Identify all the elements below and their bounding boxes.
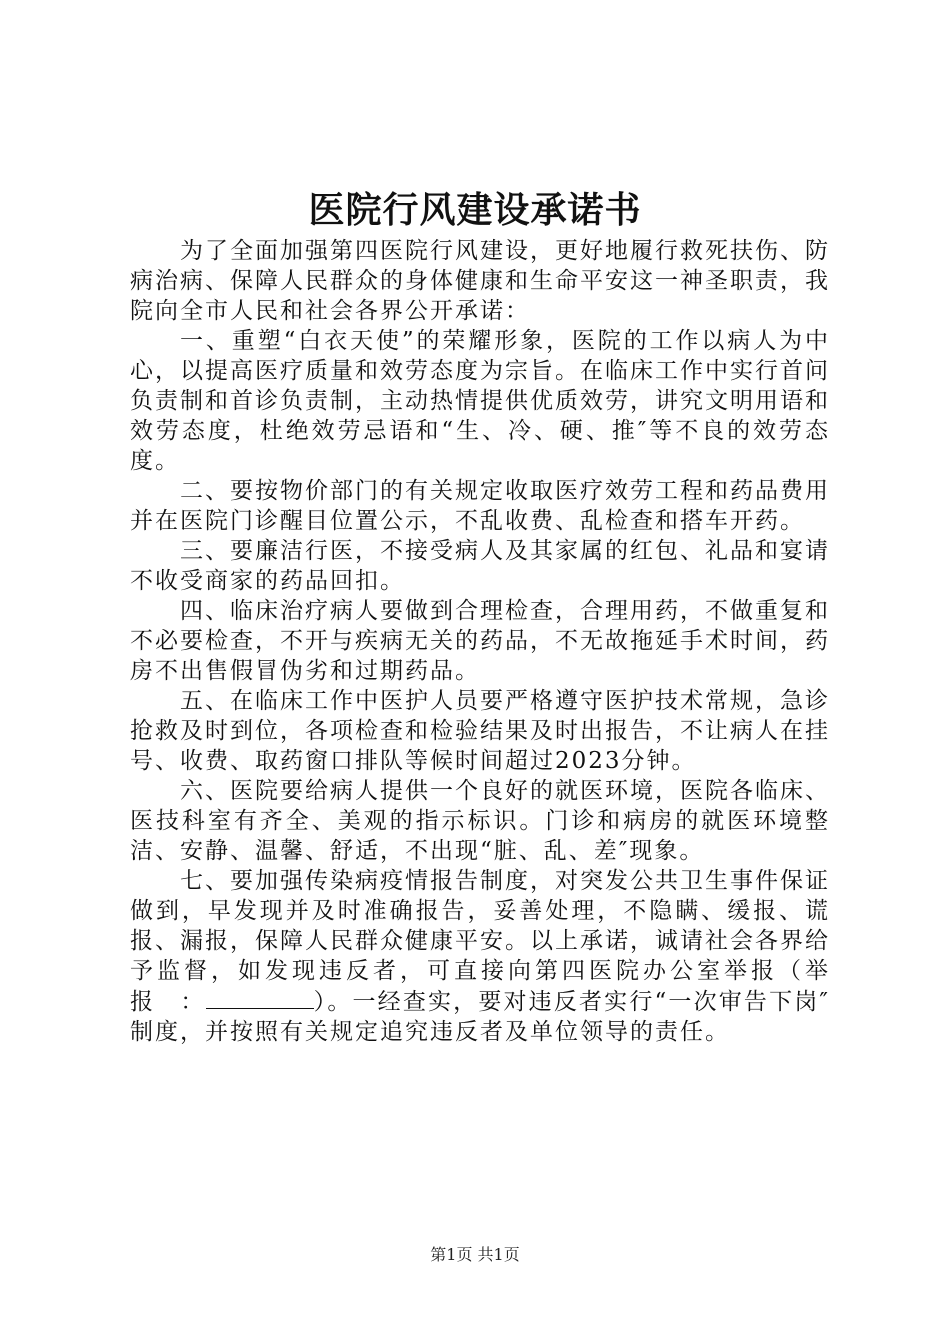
commitment-paragraph-1: 一、重塑“白衣天使”的荣耀形象，医院的工作以病人为中心，以提高医疗质量和效劳态度为宗旨。在临床工作中实行首问负责制和首诊负责制，主动热情提供优质效劳，讲究文明用语和效劳态度，杜绝效劳忌语和“生、冷、硬、推″等不良的效劳态度。 (130, 328, 830, 474)
commitment-paragraph-7 (130, 866, 830, 1047)
commitment-paragraph-5: 五、在临床工作中医护人员要严格遵守医护技术常规，急诊抢救及时到位，各项检查和检验结果及时出报告，不让病人在挂号、收费、取药窗口排队等候时间超过2023分钟。 (130, 688, 830, 774)
commitment-paragraph-2: 二、要按物价部门的有关规定收取医疗效劳工程和药品费用并在医院门诊醒目位置公示，不乱收费、乱检查和搭车开药。 (130, 478, 830, 534)
report-phone-blank (206, 986, 314, 1009)
page-footer: 第1页 共1页 (430, 1245, 520, 1264)
page-title: 医院行风建设承诺书 (308, 189, 642, 231)
commitment-paragraph-4: 四、临床治疗病人要做到合理检查，合理用药，不做重复和不必要检查，不开与疾病无关的药品，不无故拖延手术时间，药房不出售假冒伪劣和过期药品。 (130, 598, 830, 684)
intro-paragraph: 为了全面加强第四医院行风建设，更好地履行救死扶伤、防病治病、保障人民群众的身体健康和生命平安这一神圣职责，我院向全市人民和社会各界公开承诺： (130, 238, 830, 324)
commitment-paragraph-6: 六、医院要给病人提供一个良好的就医环境，医院各临床、医技科室有齐全、美观的指示标识。门诊和病房的就医环境整洁、安静、温馨、舒适，不出现“脏、乱、差″现象。 (130, 778, 830, 864)
paragraph-7-text-after: ）。一经查实，要对违反者实行“一次审告下岗″制度，并按照有关规定追究违反者及单位领导的责任。 (130, 989, 830, 1045)
paragraph-7-text-before: 七、要加强传染病疫情报告制度，对突发公共卫生事件保证做到，早发现并及时准确报告，妥善处理，不隐瞒、缓报、谎报、漏报，保障人民群众健康平安。以上承诺，诚请社会各界给予监督，如发现违反者，可直接向第四医院办公室举报（举报 ： (130, 868, 830, 1015)
document-body (130, 236, 830, 1047)
commitment-paragraph-3: 三、要廉洁行医，不接受病人及其家属的红包、礼品和宴请不收受商家的药品回扣。 (130, 538, 830, 594)
